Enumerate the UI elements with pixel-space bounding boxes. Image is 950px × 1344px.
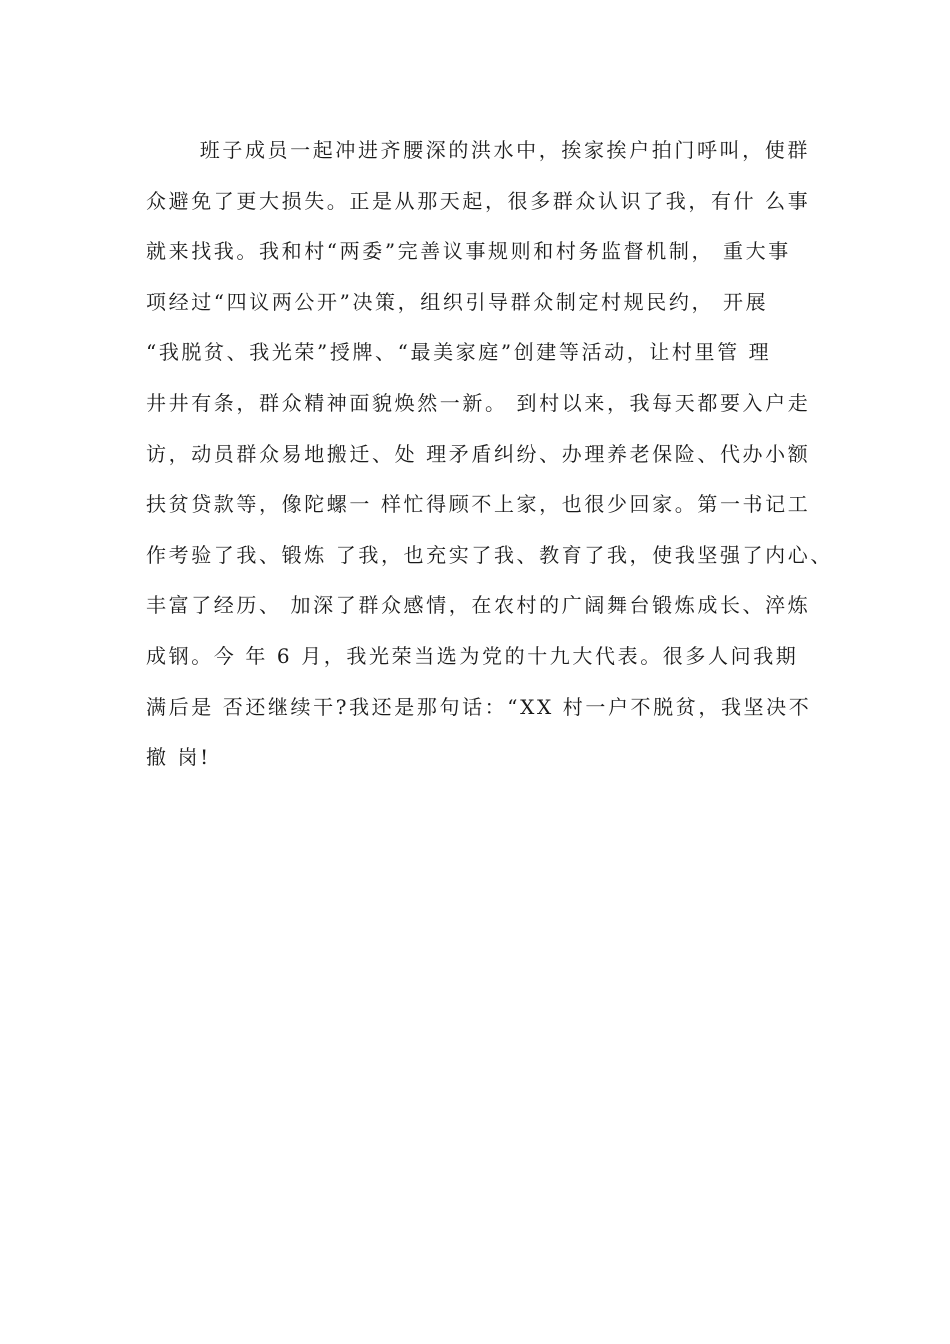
text-line: 众避免了更大损失。正是从那天起，很多群众认识了我，有什 么事 [146, 188, 811, 213]
text-line: 访，动员群众易地搬迁、处 理矛盾纠纷、办理养老保险、代办小额 [146, 441, 811, 466]
text-line: 撤 岗! [146, 745, 211, 770]
text-line: 就来找我。我和村“两委”完善议事规则和村务监督机制， 重大事 [146, 239, 791, 264]
text-line: 班子成员一起冲进齐腰深的洪水中，挨家挨户拍门呼叫，使群 [146, 138, 810, 162]
text-line: 井井有条，群众精神面貌焕然一新。 到村以来，我每天都要入户走 [146, 390, 811, 415]
text-line: 满后是 否还继续干?我还是那句话：“XX 村一户不脱贫，我坚决不 [146, 694, 812, 719]
text-line: 项经过“四议两公开”决策，组织引导群众制定村规民约， 开展 [146, 289, 769, 314]
text-line: 扶贫贷款等，像陀螺一 样忙得顾不上家，也很少回家。第一书记工 [146, 492, 811, 517]
paragraph [146, 130, 833, 788]
text-line: 成钢。今 年 6 月，我光荣当选为党的十九大代表。很多人问我期 [146, 643, 799, 668]
text-line: 丰富了经历、 加深了群众感情，在农村的广阔舞台锻炼成长、淬炼 [146, 593, 811, 618]
text-line: “我脱贫、我光荣”授牌、“最美家庭”创建等活动，让村里管 理 [146, 340, 772, 365]
text-line: 作考验了我、锻炼 了我，也充实了我、教育了我，使我坚强了内心、 [146, 542, 833, 567]
